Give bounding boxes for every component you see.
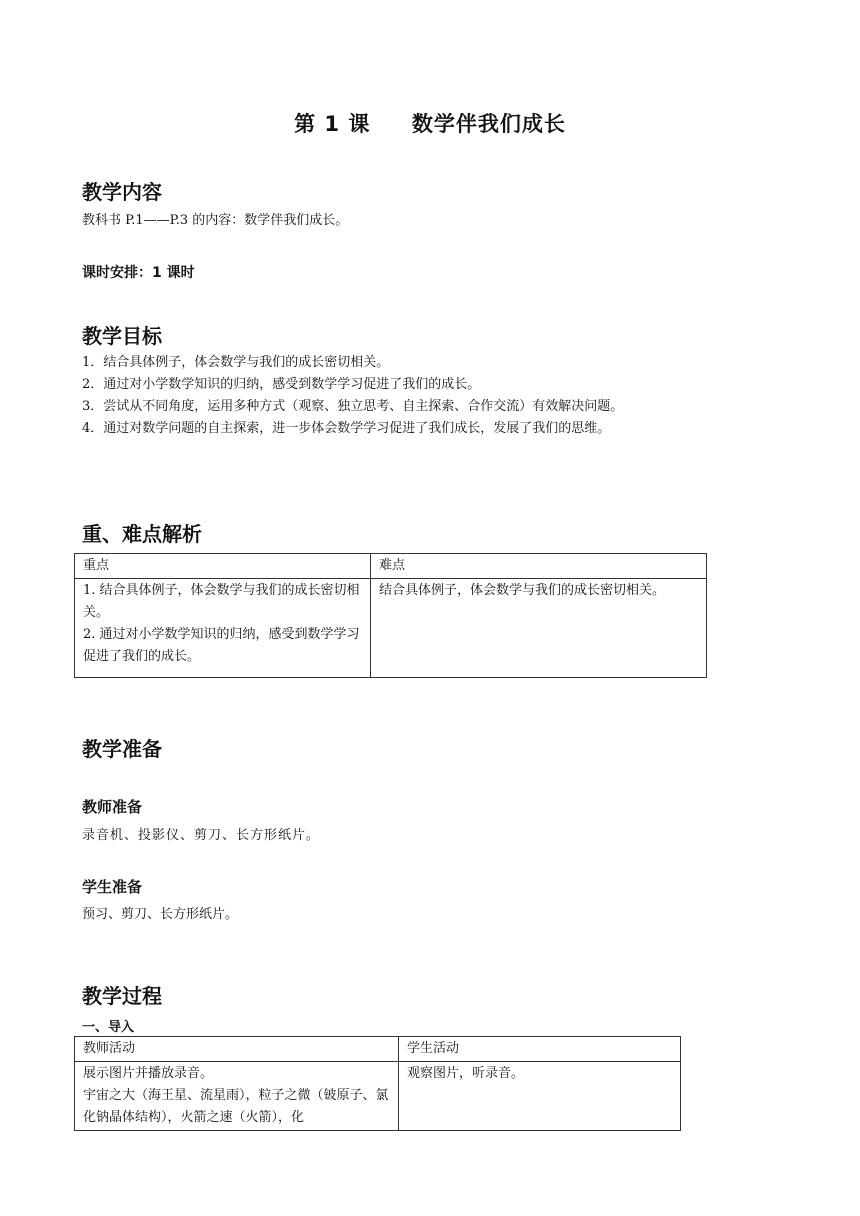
process-table [74, 1036, 681, 1131]
content-heading: 教学内容 [82, 180, 162, 204]
student-activity-header: 学生活动 [399, 1037, 681, 1062]
process-heading: 教学过程 [82, 984, 162, 1008]
goals-list [82, 352, 623, 440]
key-column-header: 重点 [75, 554, 371, 579]
goal-item: 3．尝试从不同角度，运用多种方式（观察、独立思考、自主探索、合作交流）有效解决问题。 [82, 399, 624, 414]
table-row [75, 1062, 681, 1131]
teacher-activity-cell [75, 1062, 399, 1131]
lesson-title: 第 1 课 数学伴我们成长 [294, 112, 566, 136]
student-prep-text: 预习、剪刀、长方形纸片。 [82, 907, 239, 922]
key-point-item: 2. 通过对小学数学知识的归纳，感受到数学学习促进了我们的成长。 [83, 627, 360, 664]
teacher-prep-text: 录音机、投影仪、剪刀、长方形纸片。 [82, 828, 321, 843]
teacher-activity-line: 宇宙之大（海王星、流星雨），粒子之微（铍原子、氯化钠晶体结构），火箭之速（火箭），化 [83, 1088, 389, 1125]
section-intro-heading: 一、导入 [82, 1020, 135, 1035]
schedule-text: 课时安排：1 课时 [82, 265, 195, 281]
goal-item: 1．结合具体例子，体会数学与我们的成长密切相关。 [82, 355, 390, 370]
student-activity-cell: 观察图片，听录音。 [399, 1062, 681, 1131]
difficult-column-header: 难点 [371, 554, 707, 579]
key-points-heading: 重、难点解析 [82, 522, 202, 546]
table-row [75, 579, 707, 678]
goal-item: 4．通过对数学问题的自主探索，进一步体会数学学习促进了我们成长，发展了我们的思维。 [82, 421, 611, 436]
key-point-item: 1. 结合具体例子，体会数学与我们的成长密切相关。 [83, 583, 360, 620]
key-points-cell [75, 579, 371, 678]
student-prep-heading: 学生准备 [82, 878, 143, 896]
teacher-prep-heading: 教师准备 [82, 798, 143, 816]
goals-heading: 教学目标 [82, 324, 162, 348]
preparation-heading: 教学准备 [82, 737, 162, 761]
table-header-row [75, 554, 707, 579]
table-header-row [75, 1037, 681, 1062]
teacher-activity-header: 教师活动 [75, 1037, 399, 1062]
key-points-table [74, 553, 707, 678]
content-text: 教科书 P.1——P.3 的内容：数学伴我们成长。 [82, 213, 349, 228]
teacher-activity-line: 展示图片并播放录音。 [83, 1066, 214, 1081]
goal-item: 2．通过对小学数学知识的归纳，感受到数学学习促进了我们的成长。 [82, 377, 481, 392]
difficult-point-cell: 结合具体例子，体会数学与我们的成长密切相关。 [371, 579, 707, 678]
